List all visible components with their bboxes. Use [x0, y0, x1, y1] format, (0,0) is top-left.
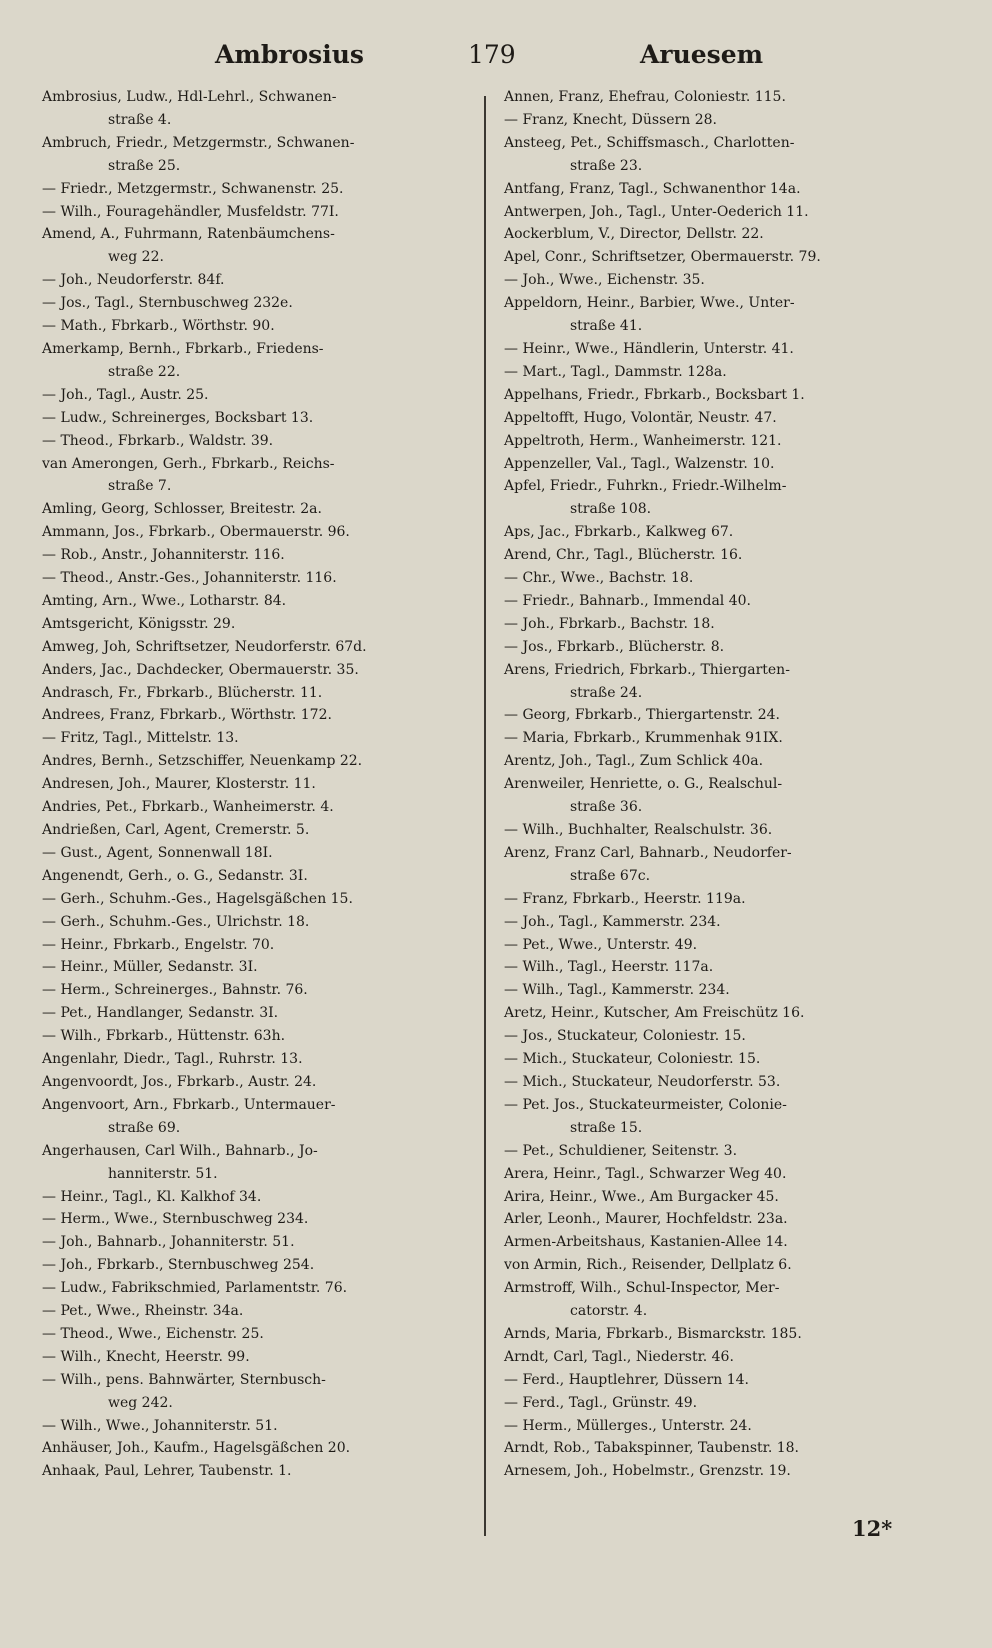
page-number: 179 [468, 40, 516, 69]
directory-line: — Wilh., Fbrkarb., Hüttenstr. 63h. [42, 1028, 286, 1045]
directory-line: Angenlahr, Diedr., Tagl., Ruhrstr. 13. [42, 1051, 303, 1068]
directory-line: straße 25. [108, 157, 181, 174]
directory-line: — Ludw., Schreinerges, Bocksbart 13. [42, 409, 314, 426]
directory-line: Ammann, Jos., Fbrkarb., Obermauerstr. 96. [42, 524, 350, 541]
directory-line: — Heinr., Fbrkarb., Engelstr. 70. [42, 936, 275, 953]
directory-line: — Joh., Tagl., Kammerstr. 234. [504, 913, 721, 930]
directory-line: — Gust., Agent, Sonnenwall 18I. [42, 844, 273, 861]
directory-line: — Wilh., Fouragehändler, Musfeldstr. 77I. [42, 203, 339, 220]
directory-line: — Franz, Knecht, Düssern 28. [504, 111, 717, 128]
directory-line: Amweg, Joh, Schriftsetzer, Neudorferstr. 67d. [42, 638, 367, 655]
directory-line: — Theod., Anstr.-Ges., Johanniterstr. 116. [42, 570, 337, 587]
directory-line: — Herm., Müllerges., Unterstr. 24. [504, 1417, 752, 1434]
directory-line: — Pet., Schuldiener, Seitenstr. 3. [504, 1142, 738, 1159]
directory-line: straße 15. [570, 1119, 643, 1136]
directory-line: — Jos., Tagl., Sternbuschweg 232e. [42, 295, 293, 312]
left-column [42, 86, 476, 1483]
directory-line: Apel, Conr., Schriftsetzer, Obermauerstr. 79. [504, 249, 821, 266]
directory-line: Aockerblum, V., Director, Dellstr. 22. [504, 226, 764, 243]
directory-line: — Wilh., Tagl., Heerstr. 117a. [504, 959, 714, 976]
directory-line: straße 23. [570, 157, 643, 174]
directory-line: — Ludw., Fabrikschmied, Parlamentstr. 76. [42, 1280, 348, 1297]
directory-line: Anhäuser, Joh., Kaufm., Hagelsgäßchen 20. [42, 1440, 351, 1457]
directory-line: — Theod., Fbrkarb., Waldstr. 39. [42, 432, 274, 449]
directory-line: Angerhausen, Carl Wilh., Bahnarb., Jo- [42, 1142, 318, 1159]
running-header [0, 40, 992, 80]
directory-line: — Georg, Fbrkarb., Thiergartenstr. 24. [504, 707, 780, 724]
directory-line: — Joh., Fbrkarb., Sternbuschweg 254. [42, 1257, 315, 1274]
directory-line: — Friedr., Bahnarb., Immendal 40. [504, 592, 751, 609]
directory-line: straße 41. [570, 318, 643, 335]
directory-line: Andres, Bernh., Setzschiffer, Neuenkamp 22. [42, 753, 363, 770]
header-left-keyword: Ambrosius [215, 40, 364, 69]
directory-line: — Mich., Stuckateur, Neudorferstr. 53. [504, 1073, 781, 1090]
directory-line: — Ferd., Tagl., Grünstr. 49. [504, 1394, 698, 1411]
directory-line: — Jos., Stuckateur, Coloniestr. 15. [504, 1028, 746, 1045]
directory-line: Arenz, Franz Carl, Bahnarb., Neudorfer- [504, 844, 792, 861]
directory-line: Arnesem, Joh., Hobelmstr., Grenzstr. 19. [504, 1463, 791, 1480]
signature-mark: 12* [852, 1516, 893, 1541]
directory-line: Appeltofft, Hugo, Volontär, Neustr. 47. [504, 409, 777, 426]
directory-line: — Wilh., Wwe., Johanniterstr. 51. [42, 1417, 278, 1434]
directory-line: Appeltroth, Herm., Wanheimerstr. 121. [504, 432, 782, 449]
directory-line: van Amerongen, Gerh., Fbrkarb., Reichs- [42, 455, 335, 472]
directory-line: Arndt, Carl, Tagl., Niederstr. 46. [504, 1348, 734, 1365]
directory-line: Anhaak, Paul, Lehrer, Taubenstr. 1. [42, 1463, 292, 1480]
directory-line: Arend, Chr., Tagl., Blücherstr. 16. [504, 547, 743, 564]
directory-line: — Jos., Fbrkarb., Blücherstr. 8. [504, 638, 725, 655]
directory-line: — Gerh., Schuhm.-Ges., Hagelsgäßchen 15. [42, 890, 353, 907]
directory-line: Arera, Heinr., Tagl., Schwarzer Weg 40. [504, 1165, 787, 1182]
directory-line: Arnds, Maria, Fbrkarb., Bismarckstr. 185. [504, 1325, 802, 1342]
directory-line: Arens, Friedrich, Fbrkarb., Thiergarten- [504, 661, 790, 678]
directory-line: straße 67c. [570, 867, 651, 884]
directory-line: Annen, Franz, Ehefrau, Coloniestr. 115. [504, 89, 786, 105]
directory-line: weg 242. [108, 1394, 173, 1411]
directory-line: Aps, Jac., Fbrkarb., Kalkweg 67. [504, 524, 734, 541]
directory-line: weg 22. [108, 249, 164, 266]
directory-line: Ambruch, Friedr., Metzgermstr., Schwanen- [42, 134, 355, 151]
directory-line: — Pet., Wwe., Unterstr. 49. [504, 936, 698, 953]
directory-line: Aretz, Heinr., Kutscher, Am Freischütz 16. [504, 1005, 805, 1022]
directory-line: — Friedr., Metzgermstr., Schwanenstr. 25. [42, 180, 344, 197]
directory-line: — Heinr., Müller, Sedanstr. 3I. [42, 959, 258, 976]
directory-line: — Math., Fbrkarb., Wörthstr. 90. [42, 318, 275, 335]
directory-line: — Herm., Schreinerges., Bahnstr. 76. [42, 982, 308, 999]
directory-line: straße 108. [570, 501, 652, 518]
right-column [504, 86, 942, 1483]
directory-line: — Heinr., Tagl., Kl. Kalkhof 34. [42, 1188, 262, 1205]
directory-line: — Chr., Wwe., Bachstr. 18. [504, 570, 694, 587]
directory-line: — Ferd., Hauptlehrer, Düssern 14. [504, 1371, 749, 1388]
directory-line: Amling, Georg, Schlosser, Breitestr. 2a. [42, 501, 322, 518]
directory-line: — Theod., Wwe., Eichenstr. 25. [42, 1325, 264, 1342]
directory-line: — Mart., Tagl., Dammstr. 128a. [504, 363, 727, 380]
directory-line: — Joh., Fbrkarb., Bachstr. 18. [504, 615, 715, 632]
directory-line: Appeldorn, Heinr., Barbier, Wwe., Unter- [504, 295, 795, 312]
directory-line: — Herm., Wwe., Sternbuschweg 234. [42, 1211, 309, 1228]
directory-line: Ansteeg, Pet., Schiffsmasch., Charlotten- [504, 134, 795, 151]
directory-line: — Fritz, Tagl., Mittelstr. 13. [42, 730, 239, 747]
directory-line: hanniterstr. 51. [108, 1165, 218, 1182]
directory-line: Amend, A., Fuhrmann, Ratenbäumchens- [42, 226, 335, 243]
directory-line: — Pet., Handlanger, Sedanstr. 3I. [42, 1005, 279, 1022]
directory-line: Appelhans, Friedr., Fbrkarb., Bocksbart 1. [504, 386, 805, 403]
directory-line: Appenzeller, Val., Tagl., Walzenstr. 10. [504, 455, 775, 472]
directory-line: Arenweiler, Henriette, o. G., Realschul- [504, 776, 783, 793]
directory-line: Apfel, Friedr., Fuhrkn., Friedr.-Wilhelm- [504, 478, 787, 495]
directory-line: Armen-Arbeitshaus, Kastanien-Allee 14. [504, 1234, 788, 1251]
directory-line: — Joh., Bahnarb., Johanniterstr. 51. [42, 1234, 295, 1251]
directory-line: straße 36. [570, 799, 643, 816]
header-right-keyword: Aruesem [640, 40, 764, 69]
directory-line: von Armin, Rich., Reisender, Dellplatz 6. [504, 1257, 792, 1274]
directory-line: — Franz, Fbrkarb., Heerstr. 119a. [504, 890, 746, 907]
directory-line: — Joh., Wwe., Eichenstr. 35. [504, 272, 705, 289]
directory-line: Anders, Jac., Dachdecker, Obermauerstr. 35. [42, 661, 359, 678]
directory-line: — Wilh., pens. Bahnwärter, Sternbusch- [42, 1371, 326, 1388]
directory-line: — Wilh., Buchhalter, Realschulstr. 36. [504, 822, 773, 838]
directory-line: Arndt, Rob., Tabakspinner, Taubenstr. 18. [504, 1440, 799, 1457]
directory-line: Andrees, Franz, Fbrkarb., Wörthstr. 172. [42, 707, 332, 724]
directory-line: straße 69. [108, 1119, 181, 1136]
directory-line: Arler, Leonh., Maurer, Hochfeldstr. 23a. [504, 1211, 788, 1228]
directory-line: Ambrosius, Ludw., Hdl-Lehrl., Schwanen- [42, 89, 337, 105]
directory-line: Antwerpen, Joh., Tagl., Unter-Oederich 11. [504, 203, 809, 220]
directory-line: straße 7. [108, 478, 172, 495]
directory-line: Andresen, Joh., Maurer, Klosterstr. 11. [42, 776, 316, 793]
column-divider [484, 96, 486, 1536]
directory-line: Antfang, Franz, Tagl., Schwanenthor 14a. [504, 180, 801, 197]
directory-line: Andrasch, Fr., Fbrkarb., Blücherstr. 11. [42, 684, 323, 701]
directory-line: — Mich., Stuckateur, Coloniestr. 15. [504, 1051, 761, 1068]
directory-line: Andrießen, Carl, Agent, Cremerstr. 5. [42, 822, 310, 838]
directory-line: Angenvoort, Arn., Fbrkarb., Untermauer- [42, 1096, 336, 1113]
directory-line: — Heinr., Wwe., Händlerin, Unterstr. 41. [504, 340, 794, 357]
directory-line: Arentz, Joh., Tagl., Zum Schlick 40a. [504, 753, 764, 770]
directory-line: Amting, Arn., Wwe., Lotharstr. 84. [42, 592, 287, 609]
directory-line: — Wilh., Tagl., Kammerstr. 234. [504, 982, 730, 999]
directory-line: Andries, Pet., Fbrkarb., Wanheimerstr. 4. [42, 799, 334, 816]
directory-line: Amtsgericht, Königsstr. 29. [42, 615, 236, 632]
directory-line: straße 24. [570, 684, 643, 701]
directory-line: Angenvoordt, Jos., Fbrkarb., Austr. 24. [42, 1073, 317, 1090]
directory-line: — Rob., Anstr., Johanniterstr. 116. [42, 547, 285, 564]
directory-line: straße 22. [108, 363, 181, 380]
directory-line: — Joh., Tagl., Austr. 25. [42, 386, 209, 403]
directory-line: — Pet., Wwe., Rheinstr. 34a. [42, 1303, 244, 1320]
directory-line: Amerkamp, Bernh., Fbrkarb., Friedens- [42, 340, 324, 357]
directory-line: — Maria, Fbrkarb., Krummenhak 91IX. [504, 730, 783, 747]
directory-line: Angenendt, Gerh., o. G., Sedanstr. 3I. [42, 867, 308, 884]
directory-line: straße 4. [108, 111, 172, 128]
directory-line: Arira, Heinr., Wwe., Am Burgacker 45. [504, 1188, 779, 1205]
directory-line: — Wilh., Knecht, Heerstr. 99. [42, 1348, 250, 1365]
directory-line: — Gerh., Schuhm.-Ges., Ulrichstr. 18. [42, 913, 310, 930]
directory-line: Armstroff, Wilh., Schul-Inspector, Mer- [504, 1280, 780, 1297]
directory-line: — Joh., Neudorferstr. 84f. [42, 272, 225, 289]
directory-line: catorstr. 4. [570, 1303, 648, 1320]
directory-line: — Pet. Jos., Stuckateurmeister, Colonie- [504, 1096, 787, 1113]
